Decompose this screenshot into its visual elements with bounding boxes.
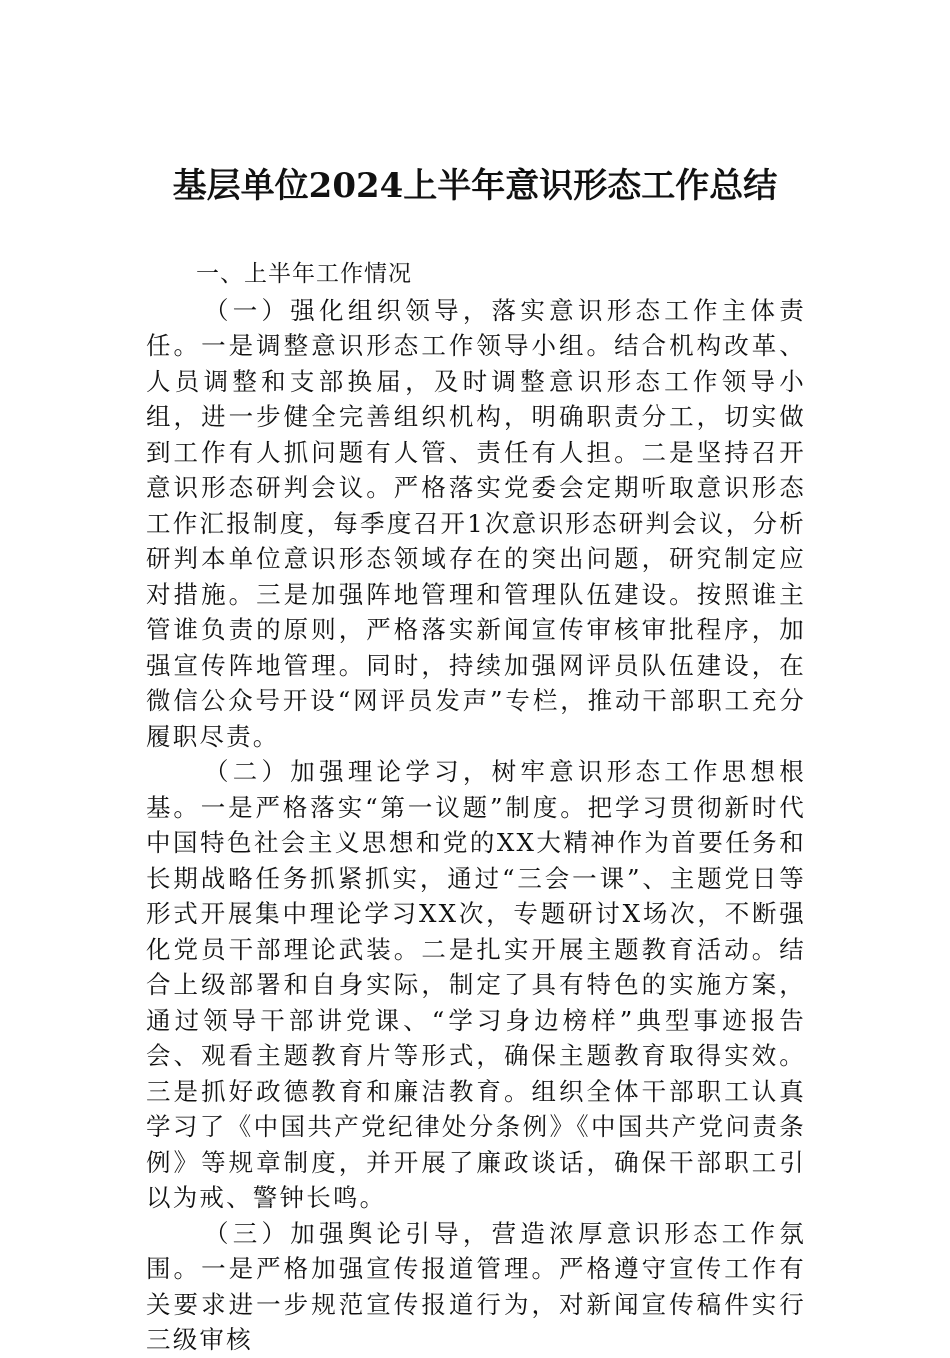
paragraph-3: （三）加强舆论引导，营造浓厚意识形态工作氛围。一是严格加强宣传报道管理。严格遵守宣传工作有关要求进一步规范宣传报道行为，对新闻宣传稿件实行三级审核 [146, 1218, 806, 1354]
paragraph-2: （二）加强理论学习，树牢意识形态工作思想根基。一是严格落实“第一议题”制度。把学习贯彻新时代中国特色社会主义思想和党的XX大精神作为首要任务和长期战略任务抓紧抓实，通过“三会一课”、主题党日等形式开展集中理论学习XX次，专题研讨X场次，不断强化党员干部理论武装。二是扎实开展主题教育活动。结合上级部署和自身实际，制定了具有特色的实施方案，通过领导干部讲党课、“学习身边榜样”典型事迹报告会、观看主题教育片等形式，确保主题教育取得实效。三是抓好政德教育和廉洁教育。组织全体干部职工认真学习了《中国共产党纪律处分条例》《中国共产党问责条例》等规章制度，并开展了廉政谈话，确保干部职工引以为戒、警钟长鸣。 [146, 757, 806, 1212]
paragraph-1: （一）强化组织领导，落实意识形态工作主体责任。一是调整意识形态工作领导小组。结合机构改革、人员调整和支部换届，及时调整意识形态工作领导小组，进一步健全完善组织机构，明确职责分工，切实做到工作有人抓问题有人管、责任有人担。二是坚持召开意识形态研判会议。严格落实党委会定期听取意识形态工作汇报制度，每季度召开1次意识形态研判会议，分析研判本单位意识形态领域存在的突出问题，研究制定应对措施。三是加强阵地管理和管理队伍建设。按照谁主管谁负责的原则，严格落实新闻宣传审核审批程序，加强宣传阵地管理。同时，持续加强网评员队伍建设，在微信公众号开设“网评员发声”专栏，推动干部职工充分履职尽责。 [146, 295, 806, 751]
document-body [146, 257, 806, 1358]
section-heading: 一、上半年工作情况 [196, 261, 412, 287]
document-title: 基层单位2024上半年意识形态工作总结 [172, 166, 778, 206]
